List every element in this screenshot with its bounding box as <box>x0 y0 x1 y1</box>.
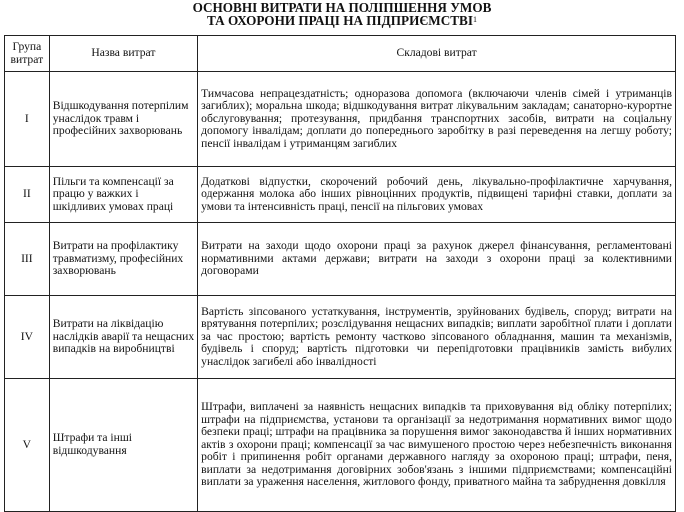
group-cell: V <box>5 379 50 512</box>
header-group: Група витрат <box>5 36 50 72</box>
group-cell: III <box>5 223 50 296</box>
components-cell: Вартість зіпсованого устаткування, інструментів, зруйнованих будівель, споруд; витрати на врятування потерпілих; розслідування нещасних випадків; виплати заробітної плати і доплати за час простою; вартість ремонту частково зіпсованого обладнання, машин та механізмів, будівель і споруд; вартість підготовки чи перепідготовки працівників замість вибулих унаслідок загибелі або інвалідності <box>198 296 676 379</box>
table-row <box>5 167 676 223</box>
name-cell: Пільги та компенсації за працю у важких і шкідливих умовах праці <box>49 167 197 223</box>
group-cell: I <box>5 72 50 167</box>
name-cell: Відшкодування потерпілим унаслідок травм і професійних захворювань <box>49 72 197 167</box>
expenses-table <box>4 35 676 512</box>
components-cell: Тимчасова непрацездатність; одноразова допомога (включаючи членів сімей і утриманців загиблих); моральна шкода; відшкодування витрат лікувальним закладам; санаторно-курортне обслуговування; протезування, придбання транспортних засобів, витрати на соціальну допомогу інвалідам; доплати до попереднього заробітку в разі переведення на легшу роботу; пенсії інвалідам і утриманцям загиблих <box>198 72 676 167</box>
name-cell: Штрафи та інші відшкодування <box>49 379 197 512</box>
document-title <box>0 1 684 27</box>
table-header-row <box>5 36 676 72</box>
title-line-2-text: ТА ОХОРОНИ ПРАЦІ НА ПІДПРИЄМСТВІ <box>207 13 473 28</box>
title-line-2 <box>0 14 684 27</box>
table-row <box>5 72 676 167</box>
footnote-mark: 1 <box>472 15 477 24</box>
group-cell: II <box>5 167 50 223</box>
name-cell: Витрати на профілактику травматизму, професійних захворювань <box>49 223 197 296</box>
header-name: Назва витрат <box>49 36 197 72</box>
name-cell: Витрати на ліквідацію наслідків аварії та нещасних випадків на виробництві <box>49 296 197 379</box>
table-row <box>5 296 676 379</box>
table-row <box>5 223 676 296</box>
components-cell: Додаткові відпустки, скорочений робочий день, лікувально-профілактичне харчування, одержання молока або інших рівноцінних продуктів, підвищені тарифні ставки, доплати за умови та інтенсивність праці, пенсії на пільгових умовах <box>198 167 676 223</box>
title-line-1: ОСНОВНІ ВИТРАТИ НА ПОЛІПШЕННЯ УМОВ <box>192 0 492 15</box>
table-row <box>5 379 676 512</box>
components-cell: Штрафи, виплачені за наявність нещасних випадків та приховування від обліку потерпілих; штрафи на підприємства, установи та організації за недотримання нормативних вимог щодо безпеки праці; штрафи на працівника за порушення вимог законодавства й інших нормативних актів з охорони праці; компенсації за час вимушеного простою через небезпечність виконання робіт і припинення робіт органами державного нагляду за охороною праці; штрафи, пеня, виплати за недотримання договірних зобов'язань з іншими підприємствами; компенсаційні виплати за ураження населення, житлового фонду, приватного майна та забруднення довкілля <box>198 379 676 512</box>
components-cell: Витрати на заходи щодо охорони праці за рахунок джерел фінансування, регламентовані нормативними актами держави; витрати на заходи з охорони праці за колективними договорами <box>198 223 676 296</box>
header-components: Складові витрат <box>198 36 676 72</box>
group-cell: IV <box>5 296 50 379</box>
